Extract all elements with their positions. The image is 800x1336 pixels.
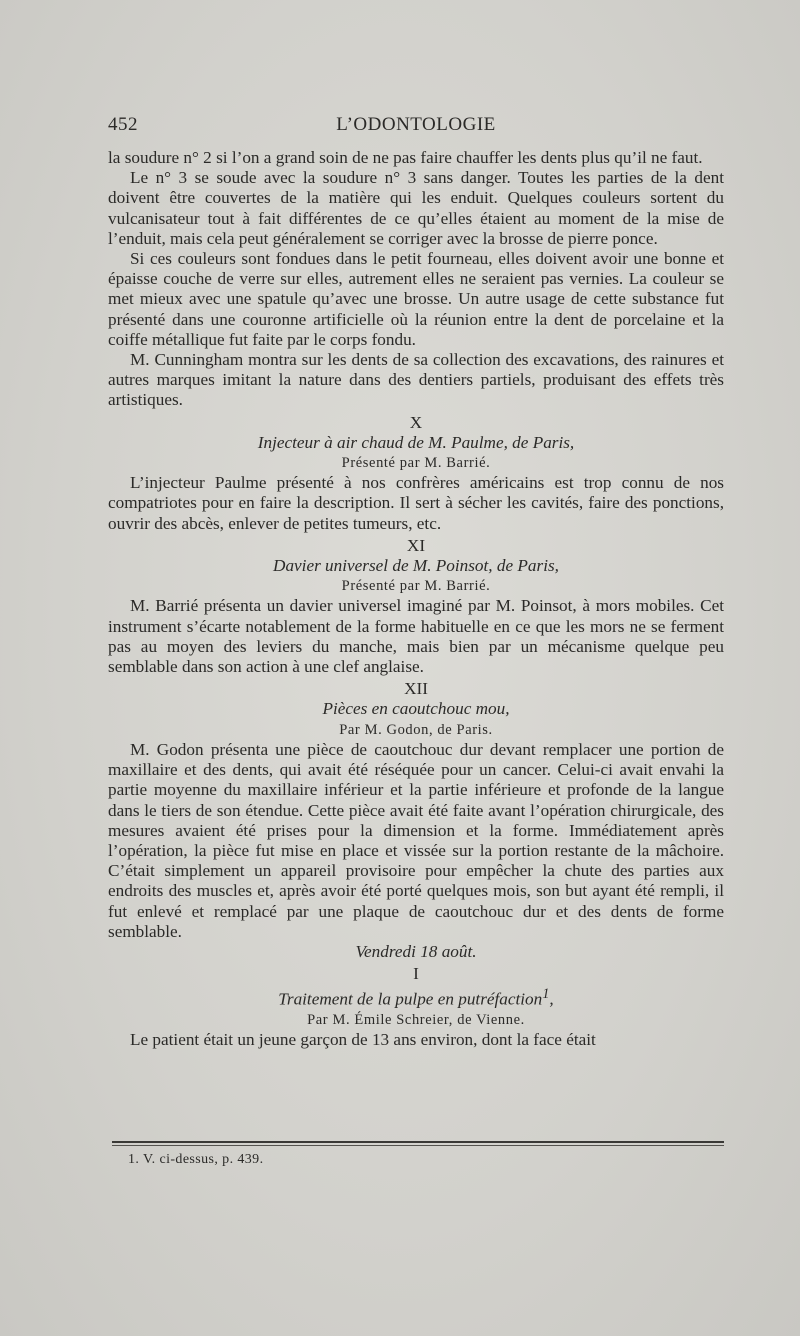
paragraph-continued: la soudure n° 2 si l’on a grand soin de ne pas faire chauffer les dents plus qu’il ne faut. xyxy=(108,148,703,167)
footnote: 1. V. ci-dessus, p. 439. xyxy=(128,1152,264,1167)
footnote-rule-thin xyxy=(112,1145,724,1146)
body-text xyxy=(108,148,724,1051)
journal-title: L’ODONTOLOGIE xyxy=(336,114,496,135)
section-presenter: Par M. Émile Schreier, de Vienne. xyxy=(307,1012,525,1029)
paragraph: Si ces couleurs sont fondues dans le petit fourneau, elles doivent avoir une bonne et épaisse couche de verre sur elles, autrement elles ne seraient pas vernies. La couleur se met mieux avec une spatule qu’avec une brosse. Un autre usage de cette substance fut présenté dans une couronne artificielle où la réunion entre la dent de porcelaine et la coiffe métallique fut faite par le corps fondu. xyxy=(108,249,724,349)
footnote-mark: 1 xyxy=(542,986,550,1003)
paragraph: M. Barrié présenta un davier universel imaginé par M. Poinsot, à mors mobiles. Cet instrument s’écarte notablement de la forme habituelle en ce que les mors ne se ferment pas au moyen des leviers du manche, mais bien par un mécanisme quelque peu semblable dans son action à une clef anglaise. xyxy=(108,596,724,677)
session-date: Vendredi 18 août. xyxy=(355,941,477,961)
footnote-rule xyxy=(112,1141,724,1143)
section-title-text: Traitement de la pulpe en putréfaction xyxy=(278,990,543,1010)
section-title: Davier universel de M. Poinsot, de Paris, xyxy=(273,556,559,576)
paragraph: M. Cunningham montra sur les dents de sa collection des excavations, des rainures et autres marques imitant la nature dans des dentiers partiels, produisant des effets très artistiques. xyxy=(108,350,724,410)
section-number: XII xyxy=(404,679,428,699)
section-presenter: Présenté par M. Barrié. xyxy=(341,578,491,595)
page-number: 452 xyxy=(108,114,138,135)
paragraph: Le patient était un jeune garçon de 13 ans environ, dont la face était xyxy=(130,1030,596,1050)
section-title xyxy=(108,984,724,1010)
section-number: XI xyxy=(406,535,426,555)
section-title: Injecteur à air chaud de M. Paulme, de Paris, xyxy=(257,432,575,452)
running-header xyxy=(108,114,724,138)
section-number: X xyxy=(409,412,423,432)
paragraph: L’injecteur Paulme présenté à nos confrères américains est trop connu de nos compatriotes pour en faire la description. Il sert à sécher les cavités, faire des ponctions, ouvrir des abcès, enlever de petites tumeurs, etc. xyxy=(108,473,724,533)
section-number: I xyxy=(413,964,419,984)
section-presenter: Présenté par M. Barrié. xyxy=(341,455,491,472)
section-presenter: Par M. Godon, de Paris. xyxy=(339,721,493,738)
paragraph: Le n° 3 se soude avec la soudure n° 3 sans danger. Toutes les parties de la dent doivent être couvertes de la matière qui les enduit. Quelques couleurs sortent du vulcanisateur tout à fait différentes de ce qu’elles étaient au moment de la mise de l’enduit, mais cela peut généralement se corriger avec la brosse de pierre ponce. xyxy=(108,168,724,248)
paragraph: M. Godon présenta une pièce de caoutchouc dur devant remplacer une portion de maxillaire et des dents, qui avait été réséquée pour un cancer. Celui-ci avait envahi la partie moyenne du maxillaire inférieur et la partie inférieure et profonde de la langue dans le tiers de son étendue. Cette pièce avait été faite avant l’opération chirurgicale, des mesures avaient été prises pour la dimension et la forme. Immédiatement après l’opération, la pièce fut mise en place et vissée sur la portion restante de la mâchoire. C’était simplement un appareil provisoire pour empêcher la chute des parties aux endroits des muscles et, après avoir été porté quelques mois, son but ayant été rempli, il fut enlevé et remplacé par une plaque de caoutchouc dur et des dents de forme semblable. xyxy=(108,739,724,941)
section-title-comma: , xyxy=(549,990,554,1010)
section-title: Pièces en caoutchouc mou, xyxy=(322,699,510,719)
